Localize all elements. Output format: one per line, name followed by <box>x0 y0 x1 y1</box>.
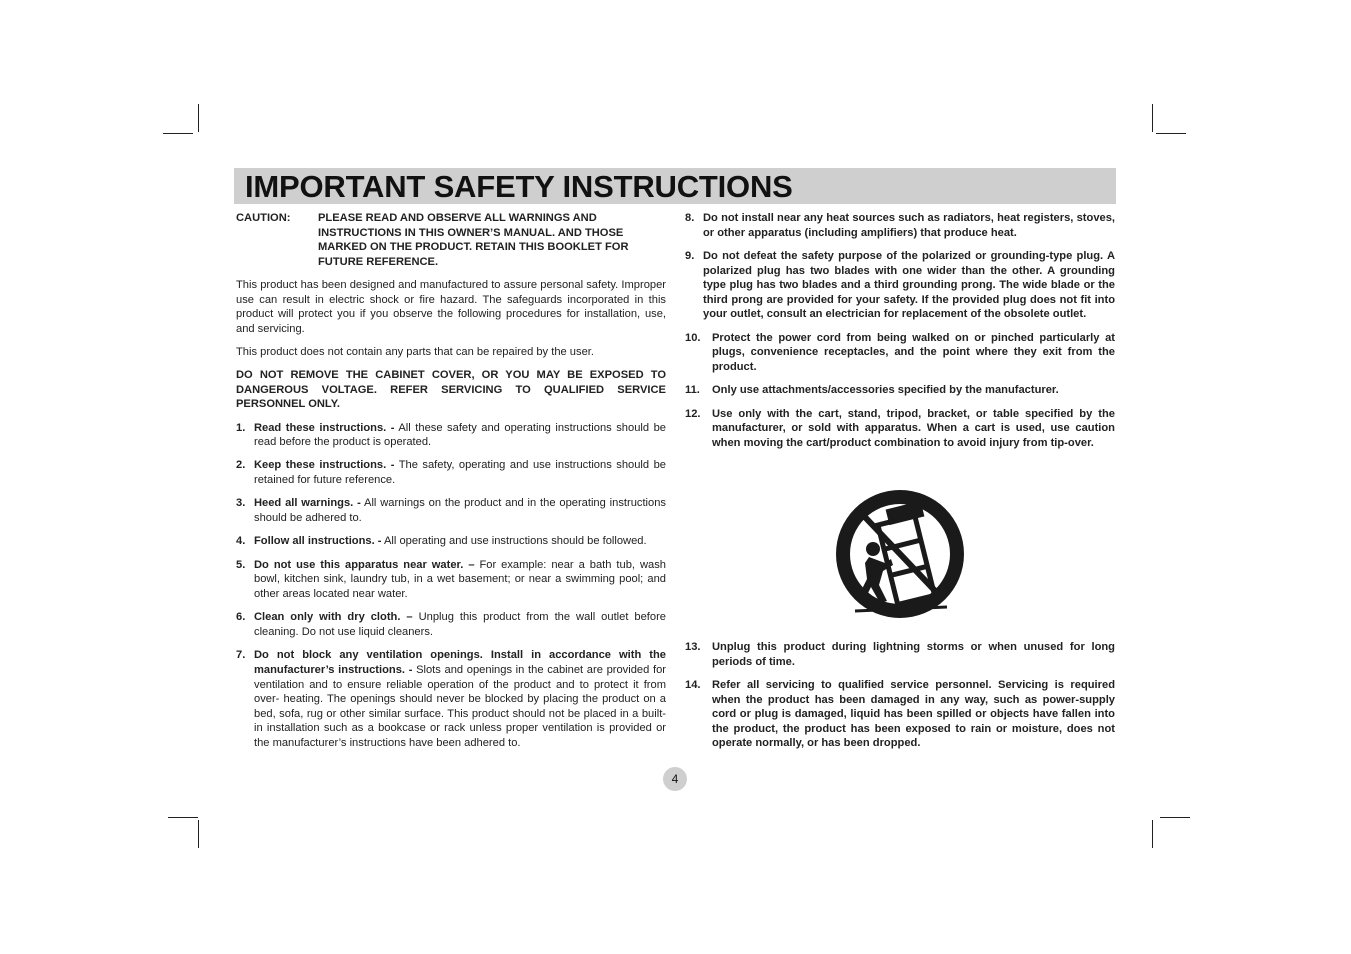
caution-block <box>236 211 666 269</box>
item-text: Do not install near any heat sources such as radiators, heat registers, stoves, or other apparatus (including amplifiers) that produce heat. <box>703 212 1115 239</box>
item-number: 13. <box>685 641 701 653</box>
intro-paragraph: This product has been designed and manufactured to assure personal safety. Improper use can result in electric shock or fire hazard. The safeguards incorporated in this product will protect you if you observe the following procedures for installation, use, and servicing. <box>236 278 666 335</box>
instruction-item <box>685 249 1115 322</box>
item-number: 7. <box>236 649 246 662</box>
item-lead: Clean only with dry cloth. – <box>254 611 413 624</box>
item-body <box>254 534 666 549</box>
item-text: All these safety and operating instructions should be read before the product is operated. <box>254 421 666 449</box>
item-text: Use only with the cart, stand, tripod, bracket, or table specified by the manufacturer, or sold with apparatus. When a cart is used, use caution when moving the cart/product combination to avoid injury from tip-over. <box>712 407 1115 449</box>
right-column <box>685 211 1115 459</box>
item-number: 11. <box>685 384 700 397</box>
item-number: 5. <box>236 558 246 571</box>
instruction-item <box>685 640 1115 669</box>
voltage-warning: DO NOT REMOVE THE CABINET COVER, OR YOU MAY BE EXPOSED TO DANGEROUS VOLTAGE. REFER SERVICING TO QUALIFIED SERVICE PERSONNEL ONLY. <box>236 369 666 411</box>
item-number: 2. <box>236 459 246 472</box>
item-text: All warnings on the product and in the operating instructions should be adhered to. <box>254 497 666 525</box>
page-number-badge: 4 <box>663 767 687 791</box>
item-number: 1. <box>236 421 246 434</box>
left-column <box>236 211 666 759</box>
item-number: 10. <box>685 331 701 344</box>
crop-mark <box>1152 104 1153 132</box>
item-lead: Heed all warnings. - <box>254 497 361 510</box>
instruction-item <box>236 458 666 487</box>
instruction-item <box>685 211 1115 240</box>
page-title: IMPORTANT SAFETY INSTRUCTIONS <box>245 169 793 204</box>
crop-mark <box>1156 133 1186 134</box>
item-body <box>254 496 666 525</box>
instruction-item <box>236 421 666 450</box>
item-text: Unplug this product during lightning storms or when unused for long periods of time. <box>712 641 1115 668</box>
item-text: The safety, operating and use instructions should be retained for future reference. <box>254 459 666 487</box>
title-bar <box>234 168 1116 204</box>
caution-text: PLEASE READ AND OBSERVE ALL WARNINGS AND INSTRUCTIONS IN THIS OWNER’S MANUAL. AND THOSE MARKED ON THE PRODUCT. RETAIN THIS BOOKLET FOR FUTURE REFERENCE. <box>318 212 629 268</box>
crop-mark <box>163 133 193 134</box>
item-number: 12. <box>685 407 701 420</box>
item-lead: Keep these instructions. - <box>254 459 395 472</box>
instruction-item <box>236 496 666 525</box>
caution-label: CAUTION: <box>236 212 291 224</box>
instruction-item <box>685 331 1115 375</box>
right-column-bottom <box>685 640 1115 760</box>
item-text: Only use attachments/accessories specified by the manufacturer. <box>712 384 1059 397</box>
item-number: 3. <box>236 497 246 510</box>
item-text: Slots and openings in the cabinet are provided for ventilation and to ensure reliable operation of the product and to protect it from over- heating. The openings should never be blocked by placing the product on a bed, sofa, rug or other similar surface. This product should not be placed in a built-in installation such as a bookcase or rack unless proper ventilation is provided or the manufacturer’s instructions have been adhered to. <box>254 664 666 749</box>
item-text: All operating and use instructions should be followed. <box>381 535 647 548</box>
intro-paragraph-2: This product does not contain any parts that can be repaired by the user. <box>236 345 594 358</box>
crop-mark <box>198 104 199 132</box>
instruction-item <box>236 648 666 750</box>
item-number: 9. <box>685 249 695 262</box>
crop-mark <box>198 820 199 848</box>
item-text: For example: near a bath tub, wash bowl, kitchen sink, laundry tub, in a wet basement; or near a swimming pool; and other areas located near water. <box>254 558 666 601</box>
instruction-item <box>236 534 666 549</box>
item-body <box>254 610 666 639</box>
item-lead: Do not use this apparatus near water. – <box>254 558 475 571</box>
item-text: Do not defeat the safety purpose of the polarized or grounding-type plug. A polarized plug has two blades with one wider than the other. A grounding type plug has two blades and a third grounding prong. The wide blade or the third prong are provided for your safety. If the provided plug does not fit into your outlet, consult an electrician for replacement of the obsolete outlet. <box>703 249 1115 321</box>
item-body <box>254 648 666 750</box>
item-number: 6. <box>236 611 246 624</box>
item-number: 4. <box>236 535 246 548</box>
item-lead: Do not block any ventilation openings. Install in accordance with the manufacturer’s instructions. - <box>254 649 666 676</box>
item-text: Protect the power cord from being walked on or pinched particularly at plugs, convenience receptacles, and the point where they exit from the product. <box>712 331 1115 373</box>
item-lead: Read these instructions. - <box>254 421 395 434</box>
instruction-item <box>685 678 1115 751</box>
instruction-item <box>236 558 666 602</box>
item-lead: Follow all instructions. - <box>254 535 382 548</box>
item-body <box>254 421 666 450</box>
instruction-item <box>685 383 1115 398</box>
crop-mark <box>1152 820 1153 848</box>
item-body <box>254 558 666 602</box>
item-text: Refer all servicing to qualified service personnel. Servicing is required when the product has been damaged in any way, such as power-supply cord or plug is damaged, liquid has been spilled or objects have fallen into the product, the product has been exposed to rain or moisture, does not operate normally, or has been dropped. <box>712 678 1115 750</box>
crop-mark <box>1160 817 1190 818</box>
item-number: 14. <box>685 678 701 691</box>
item-body <box>254 458 666 487</box>
item-text: Unplug this product from the wall outlet before cleaning. Do not use liquid cleaners. <box>254 611 666 639</box>
cart-tip-over-warning-icon <box>835 489 965 619</box>
instruction-item <box>685 407 1115 451</box>
item-number: 8. <box>685 212 695 224</box>
crop-mark <box>168 817 198 818</box>
instruction-item <box>236 610 666 639</box>
